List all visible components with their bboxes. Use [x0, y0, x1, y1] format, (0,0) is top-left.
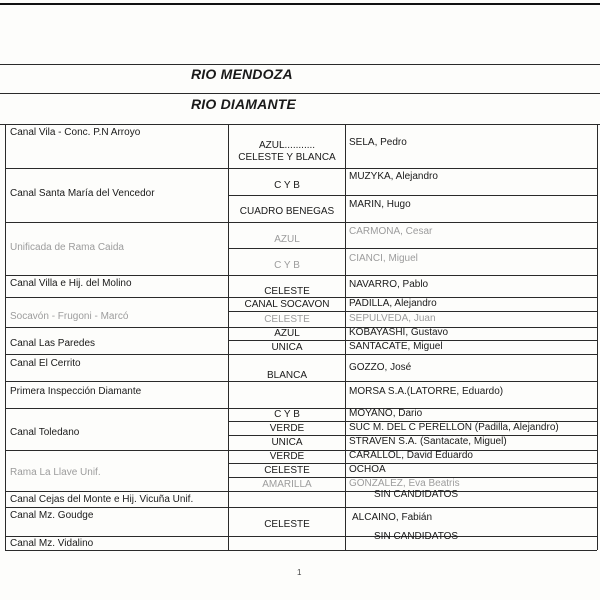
- lista-name: AZUL: [274, 234, 300, 245]
- candidato-name: CARMONA, Cesar: [349, 226, 433, 237]
- rule: [0, 93, 600, 94]
- canal-name: Primera Inspección Diamante: [10, 386, 142, 397]
- lista-name: AZUL: [274, 328, 300, 339]
- canal-name: Canal Mz. Goudge: [10, 510, 94, 521]
- lista-name: CELESTE Y BLANCA: [238, 152, 336, 163]
- lista-name: CELESTE: [264, 519, 310, 530]
- candidato-name: OCHOA: [349, 464, 386, 475]
- lista-name: AMARILLA: [262, 479, 312, 490]
- lista-name: VERDE: [269, 451, 305, 462]
- lista-name: UNICA: [271, 342, 303, 353]
- candidato-name: MOYANO, Dario: [349, 408, 423, 419]
- lista-name: CELESTE: [264, 314, 310, 325]
- canal-name: Canal Mz. Vidalino: [10, 538, 94, 549]
- candidato-name: CIANCI, Miguel: [349, 253, 418, 264]
- candidato-name: STRAVEN S.A. (Santacate, Miguel): [349, 436, 507, 447]
- lista-name: CELESTE: [264, 286, 310, 297]
- rule: [0, 124, 600, 125]
- candidato-name: SIN CANDIDATOS: [374, 531, 459, 542]
- candidato-name: PADILLA, Alejandro: [349, 298, 437, 309]
- heading-rio-mendoza: RIO MENDOZA: [191, 66, 293, 82]
- canal-name: Canal Santa María del Vencedor: [10, 188, 155, 199]
- heading-rio-diamante: RIO DIAMANTE: [191, 96, 297, 112]
- subrow-divider: [228, 248, 597, 249]
- lista-name: CANAL SOCAVON: [244, 299, 330, 310]
- lista-name: C Y B: [274, 180, 300, 191]
- candidato-name: GONZALEZ, Eva Beatris: [349, 478, 460, 489]
- candidato-name: MORSA S.A.(LATORRE, Eduardo): [349, 386, 504, 397]
- subrow-divider: [228, 311, 597, 312]
- lista-name: UNICA: [271, 437, 303, 448]
- candidato-name: NAVARRO, Pablo: [349, 279, 429, 290]
- candidato-name: SELA, Pedro: [349, 137, 407, 148]
- candidato-name: SANTACATE, Miguel: [349, 341, 443, 352]
- table-border-right: [597, 124, 598, 550]
- row-divider: [5, 491, 597, 492]
- subrow-divider: [228, 463, 597, 464]
- row-divider: [5, 507, 597, 508]
- scan-border-top: [0, 3, 600, 5]
- canal-name: Canal Villa e Hij. del Molino: [10, 278, 132, 289]
- table-border-left: [5, 124, 6, 550]
- candidato-name: MUZYKA, Alejandro: [349, 171, 438, 182]
- candidato-name: ALCAINO, Fabián: [352, 512, 433, 523]
- canal-name: Canal Cejas del Monte e Hij. Vicuña Unif.: [10, 494, 194, 505]
- canal-name: Canal Vila - Conc. P.N Arroyo: [10, 127, 141, 138]
- row-divider: [5, 222, 597, 223]
- table-border-bottom: [5, 550, 597, 551]
- canal-name: Canal Las Paredes: [10, 338, 96, 349]
- candidato-name: SEPULVEDA, Juan: [349, 313, 436, 324]
- lista-name: CELESTE: [264, 465, 310, 476]
- candidato-name: KOBAYASHI, Gustavo: [349, 327, 449, 338]
- canal-name: Socavón - Frugoni - Marcó: [10, 311, 129, 322]
- rule: [0, 64, 600, 65]
- lista-name: BLANCA: [266, 370, 307, 381]
- row-divider: [5, 275, 597, 276]
- subrow-divider: [228, 195, 597, 196]
- candidato-name: SUC M. DEL C PERELLON (Padilla, Alejandro): [349, 422, 559, 433]
- row-divider: [5, 168, 597, 169]
- lista-name: CUADRO BENEGAS: [239, 206, 335, 217]
- lista-name: C Y B: [274, 409, 300, 420]
- candidato-name: CARALLOL, David Eduardo: [349, 450, 473, 461]
- page-number: 1: [297, 568, 302, 577]
- candidato-name: SIN CANDIDATOS: [374, 489, 459, 500]
- lista-name: C Y B: [274, 260, 300, 271]
- row-divider: [5, 536, 597, 537]
- canal-name: Canal El Cerrito: [10, 358, 81, 369]
- lista-name: AZUL...........: [258, 140, 316, 151]
- row-divider: [5, 354, 597, 355]
- candidato-name: GOZZO, José: [349, 362, 412, 373]
- candidato-name: MARIN, Hugo: [349, 199, 411, 210]
- canal-name: Unificada de Rama Caida: [10, 242, 124, 253]
- canal-name: Canal Toledano: [10, 427, 80, 438]
- table-divider: [345, 124, 346, 550]
- canal-name: Rama La Llave Unif.: [10, 467, 101, 478]
- lista-name: VERDE: [269, 423, 305, 434]
